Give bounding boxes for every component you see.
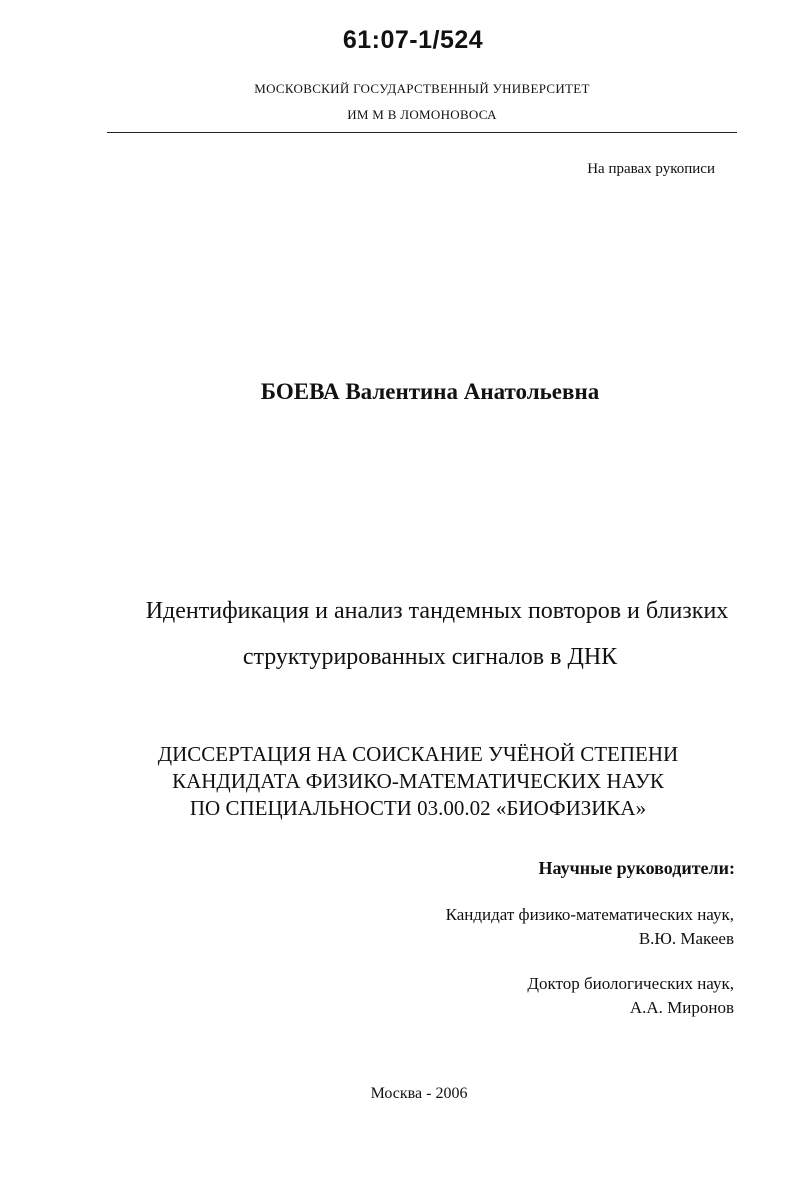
dissertation-statement-line2: КАНДИДАТА ФИЗИКО-МАТЕМАТИЧЕСКИХ НАУК xyxy=(172,769,664,793)
university-name-line1: МОСКОВСКИЙ ГОСУДАРСТВЕННЫЙ УНИВЕРСИТЕТ xyxy=(254,81,590,96)
supervisors-heading: Научные руководители: xyxy=(538,858,735,878)
supervisor-1-name: В.Ю. Макеев xyxy=(638,929,734,948)
document-code: 61:07-1/524 xyxy=(342,26,484,54)
manuscript-note: На правах рукописи xyxy=(587,161,715,177)
thesis-title-line2: структурированных сигналов в ДНК xyxy=(242,644,618,670)
header-divider xyxy=(107,132,737,133)
dissertation-statement-line1: ДИССЕРТАЦИЯ НА СОИСКАНИЕ УЧЁНОЙ СТЕПЕНИ xyxy=(157,742,679,766)
author-name: БОЕВА Валентина Анатольевна xyxy=(260,379,600,404)
supervisor-1-degree: Кандидат физико-математических наук, xyxy=(445,905,734,924)
supervisor-2-name: А.А. Миронов xyxy=(629,998,734,1017)
supervisor-2-degree: Доктор биологических наук, xyxy=(527,974,734,993)
university-name-line2: ИМ М В ЛОМОНОВОСА xyxy=(347,107,497,122)
place-and-year: Москва - 2006 xyxy=(370,1085,468,1102)
thesis-title-line1: Идентификация и анализ тандемных повторов и близких xyxy=(145,598,729,624)
dissertation-statement-line3: ПО СПЕЦИАЛЬНОСТИ 03.00.02 «БИОФИЗИКА» xyxy=(189,796,647,820)
